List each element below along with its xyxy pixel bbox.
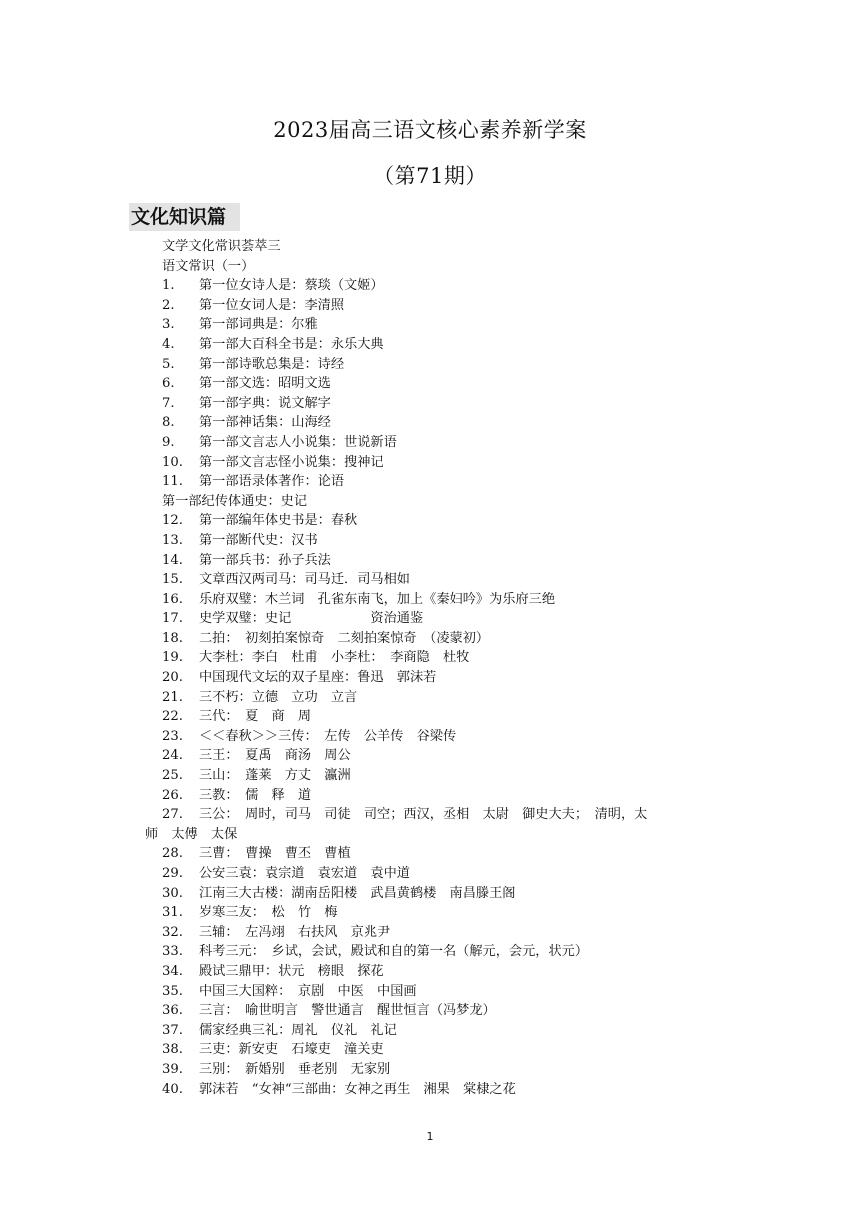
item-text: 第一位女词人是：李清照 [199, 297, 345, 313]
item-text: 第一位女诗人是：蔡琰（文姬） [199, 278, 384, 294]
item-text: 三教： 儒 释 道 [199, 787, 312, 803]
list-item [0, 276, 860, 296]
list-item [0, 296, 860, 316]
list-item [0, 668, 860, 688]
list-item [0, 413, 860, 433]
item-text: 儒家经典三礼：周礼 仪礼 礼记 [199, 1022, 397, 1038]
subtitle-line: 语文常识（一） [162, 258, 255, 274]
item-text: 第一部词典是：尔雅 [199, 317, 318, 333]
item-text: 第一部兵书：孙子兵法 [199, 552, 331, 568]
item-text: 三王： 夏禹 商汤 周公 [199, 748, 351, 764]
list-item [0, 746, 860, 766]
item-number: 25. [162, 768, 183, 784]
item-text: 第一部编年体史书是：春秋 [199, 513, 358, 529]
item-text: 史学双璧：史记 资治通鉴 [199, 611, 424, 627]
section-heading: 文化知识篇 [129, 203, 240, 231]
item-number: 2. [162, 297, 175, 313]
list-item [0, 884, 860, 904]
item-number: 20. [162, 670, 183, 686]
item-number: 9. [162, 434, 175, 450]
list-item [0, 1060, 860, 1080]
item-number: 21. [162, 689, 183, 705]
item-number: 28. [162, 846, 183, 862]
item-text: 三吏：新安吏 石壕吏 潼关吏 [199, 1042, 384, 1058]
item-number: 35. [162, 983, 183, 999]
list-item [0, 962, 860, 982]
item-text: 大李杜：李白 杜甫 小李杜： 李商隐 杜牧 [199, 650, 470, 666]
item-text: 三言： 喻世明言 警世通言 醒世恒言（冯梦龙） [199, 1003, 496, 1019]
item-number: 40. [162, 1081, 183, 1097]
item-number: 18. [162, 630, 183, 646]
list-item [0, 472, 860, 492]
item-text: 第一部文言志怪小说集：搜神记 [199, 454, 384, 470]
list-item [0, 805, 860, 825]
list-item [0, 570, 860, 590]
list-item [0, 1080, 860, 1100]
list-item [0, 1021, 860, 1041]
list-item [0, 903, 860, 923]
item-number: 34. [162, 963, 183, 979]
item-text: 三不朽：立德 立功 立言 [199, 689, 358, 705]
plain-line: 第一部纪传体通史：史记 [162, 493, 308, 509]
list-item [0, 609, 860, 629]
list-item [0, 394, 860, 414]
item-text: 科考三元： 乡试，会试，殿试和自的第一名（解元，会元，状元） [199, 944, 589, 960]
item-text: 中国现代文坛的双子星座：鲁迅 郭沫若 [199, 670, 437, 686]
list-item [0, 923, 860, 943]
item-number: 22. [162, 709, 183, 725]
item-text: 岁寒三友： 松 竹 梅 [199, 905, 338, 921]
item-text: 三代： 夏 商 周 [199, 709, 312, 725]
list-item [0, 1001, 860, 1021]
list-item [0, 864, 860, 884]
list-item [0, 629, 860, 649]
item-number: 31. [162, 905, 183, 921]
list-item [0, 766, 860, 786]
item-list [0, 844, 860, 1099]
item-text: 三别： 新婚别 垂老别 无家别 [199, 1061, 391, 1077]
item-number: 39. [162, 1061, 183, 1077]
list-item [0, 982, 860, 1002]
item-number: 26. [162, 787, 183, 803]
item-number: 30. [162, 885, 183, 901]
item-number: 29. [162, 866, 183, 881]
document-body [0, 237, 860, 1099]
list-item [0, 786, 860, 806]
list-item [0, 433, 860, 453]
item-number: 19. [162, 650, 183, 666]
list-item [0, 511, 860, 531]
item-text: 殿试三鼎甲：状元 榜眼 探花 [199, 963, 384, 979]
document-title: 2023届高三语文核心素养新学案 [273, 118, 587, 142]
item-number: 7. [162, 395, 175, 411]
item-text: 二拍： 初刻拍案惊奇 二刻拍案惊奇 （凌蒙初） [199, 630, 490, 646]
item-number: 5. [162, 356, 175, 372]
list-item [0, 688, 860, 708]
item-text: 郭沫若 “女神“三部曲：女神之再生 湘果 棠棣之花 [199, 1081, 516, 1097]
list-item [0, 453, 860, 473]
item-number: 4. [162, 336, 175, 352]
item-text: 第一部字典：说文解字 [199, 395, 331, 411]
item-number: 3. [162, 317, 175, 333]
list-item [0, 531, 860, 551]
item-number: 11. [162, 474, 183, 490]
list-item [0, 335, 860, 355]
list-item [0, 374, 860, 394]
item-text: 江南三大古楼：湖南岳阳楼 武昌黄鹤楼 南昌滕王阁 [199, 885, 516, 901]
item-number: 23. [162, 728, 183, 744]
item-text: 三山： 蓬莱 方丈 瀛洲 [199, 768, 351, 784]
item-number: 32. [162, 924, 183, 940]
item-text: 三公： 周时，司马 司徒 司空；西汉，丞相 太尉 御史大夫； 清明，太 [199, 807, 648, 823]
item-list [0, 276, 860, 492]
item-continuation: 师 太傅 太保 [145, 826, 238, 842]
item-number: 1. [162, 278, 175, 294]
item-number: 15. [162, 572, 183, 588]
item-number: 27. [162, 807, 183, 823]
subtitle-line: 文学文化常识荟萃三 [162, 239, 281, 254]
item-text: 第一部大百科全书是：永乐大典 [199, 336, 384, 352]
item-number: 14. [162, 552, 183, 568]
item-text: 中国三大国粹： 京剧 中医 中国画 [199, 983, 417, 999]
item-number: 12. [162, 513, 183, 529]
item-text: 第一部文选：昭明文选 [199, 376, 331, 392]
item-text: 三辅： 左冯翊 右扶风 京兆尹 [199, 924, 391, 940]
item-text: 第一部文言志人小说集：世说新语 [199, 434, 397, 450]
item-number: 24. [162, 748, 183, 764]
list-item [0, 942, 860, 962]
item-text: 三曹： 曹操 曹丕 曹植 [199, 846, 351, 862]
item-text: ＜＜春秋＞＞三传： 左传 公羊传 谷梁传 [199, 728, 457, 744]
item-list [0, 511, 860, 805]
item-text: 公安三袁：袁宗道 袁宏道 袁中道 [199, 866, 410, 881]
item-number: 8. [162, 415, 175, 431]
list-item [0, 648, 860, 668]
item-text: 第一部语录体著作：论语 [199, 474, 345, 490]
page-number: 1 [426, 1130, 434, 1143]
item-number: 16. [162, 591, 183, 607]
issue-number: （第71期） [373, 164, 487, 188]
list-item [0, 551, 860, 571]
item-text: 文章西汉两司马：司马迁．司马相如 [199, 572, 410, 588]
list-item [0, 707, 860, 727]
list-item [0, 590, 860, 610]
item-number: 38. [162, 1042, 183, 1058]
item-number: 13. [162, 532, 183, 548]
item-number: 33. [162, 944, 183, 960]
item-text: 乐府双璧：木兰词 孔雀东南飞，加上《秦妇吟》为乐府三绝 [199, 591, 556, 607]
list-item [0, 315, 860, 335]
item-text: 第一部断代史：汉书 [199, 532, 318, 548]
list-item [0, 844, 860, 864]
list-item [0, 1040, 860, 1060]
item-number: 37. [162, 1022, 183, 1038]
list-item [0, 355, 860, 375]
item-number: 6. [162, 376, 175, 392]
item-number: 10. [162, 454, 183, 470]
item-text: 第一部神话集：山海经 [199, 415, 331, 431]
list-item [0, 727, 860, 747]
item-text: 第一部诗歌总集是：诗经 [199, 356, 345, 372]
item-number: 17. [162, 611, 183, 627]
item-number: 36. [162, 1003, 183, 1019]
